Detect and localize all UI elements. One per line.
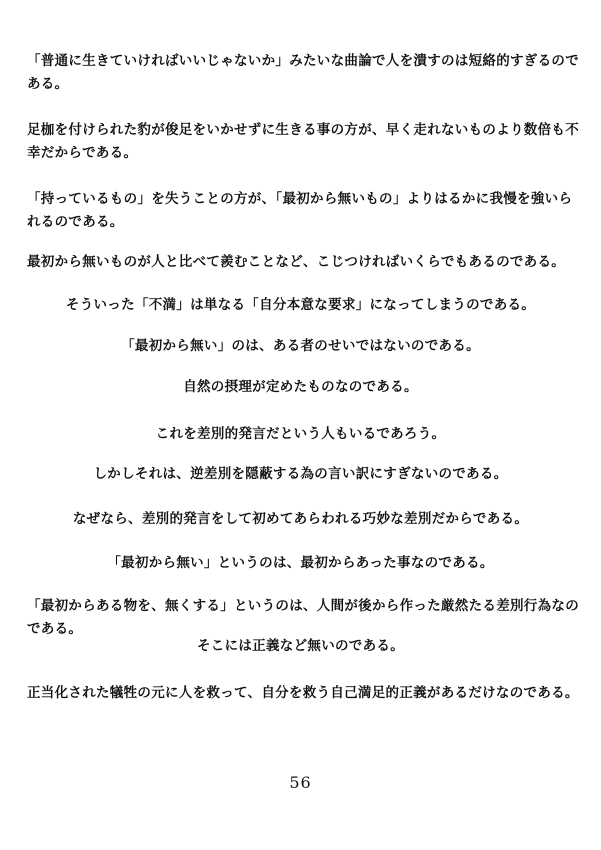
text-line-5: 「持っているもの」を失うことの方が、「最初から無いもの」よりはるかに我慢を強いら: [27, 191, 573, 207]
text-line-1: 「普通に生きていければいいじゃないか」みたいな曲論で人を潰すのは短絡的すぎるので: [27, 53, 579, 69]
text-line-10: 自然の摂理が定めたものなのである。: [183, 379, 418, 395]
text-line-13: なぜなら、差別的発言をして初めてあらわれる巧妙な差別だからである。: [72, 511, 529, 527]
text-line-3: 足枷を付けられた豹が俊足をいかせずに生きる事の方が、早く走れないものより数倍も不: [27, 122, 579, 138]
text-line-14: 「最初から無い」というのは、最初からあった事なのである。: [107, 555, 494, 571]
text-line-9: 「最初から無い」のは、ある者のせいではないのである。: [121, 338, 480, 354]
page-number: 56: [289, 773, 312, 792]
text-line-8: そういった「不満」は単なる「自分本意な要求」になってしまうのである。: [65, 297, 536, 313]
text-line-11: これを差別的発言だという人もいるであろう。: [155, 426, 446, 442]
text-line-17: そこには正義など無いのである。: [197, 638, 404, 654]
text-line-16: である。: [27, 621, 83, 637]
text-line-4: 幸だからである。: [27, 145, 138, 161]
text-line-2: ある。: [27, 76, 69, 92]
text-line-18: 正当化された犠牲の元に人を救って、自分を救う自己満足的正義があるだけなのである。: [27, 685, 579, 701]
text-line-12: しかしそれは、逆差別を隠蔽する為の言い訳にすぎないのである。: [93, 466, 508, 482]
text-line-15: 「最初からある物を、無くする」というのは、人間が後から作った厳然たる差別行為なの: [27, 598, 579, 614]
text-line-6: れるのである。: [27, 214, 124, 230]
text-line-7: 最初から無いものが人と比べて羨むことなど、こじつければいくらでもあるのである。: [27, 254, 566, 270]
